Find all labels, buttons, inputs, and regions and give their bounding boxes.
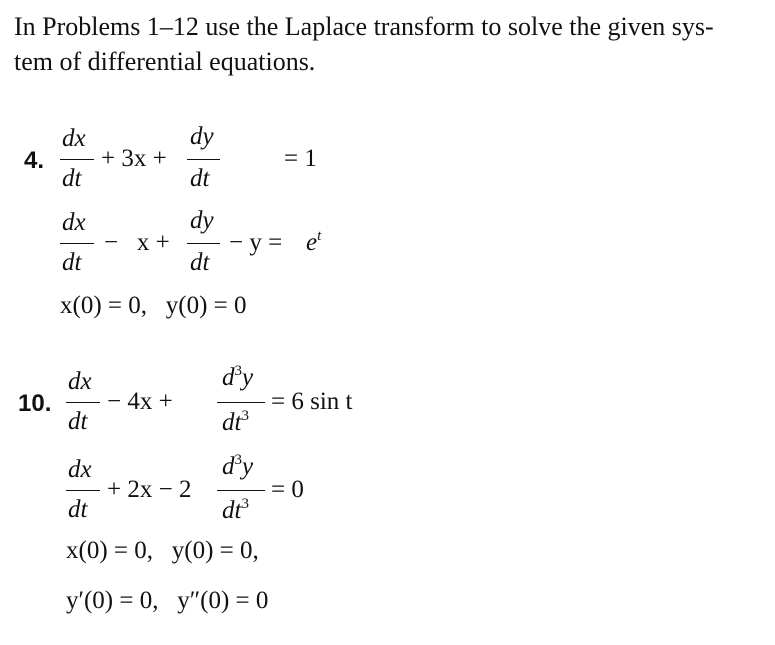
fraction-numerator: dx [62,209,86,236]
equation-tail-terms: − y = [229,229,283,256]
fraction-denominator: dt [68,408,88,435]
equation-middle-terms: − 4x + [107,388,173,415]
fraction-bar [217,402,265,403]
initial-conditions-line-2: y′(0) = 0, y″(0) = 0 [66,587,269,614]
numerator-variable: y [242,453,254,480]
equation-rhs: = 1 [284,145,317,172]
fraction-denominator: dt [68,496,88,523]
rhs-base: e [306,229,318,256]
fraction-bar [66,490,100,491]
fraction-numerator: dy [190,123,214,150]
fraction-denominator: dt [190,165,210,192]
fraction-numerator: dy [190,207,214,234]
fraction-denominator [222,496,249,526]
denominator-exponent: 3 [241,496,249,512]
initial-conditions: x(0) = 0, y(0) = 0 [60,292,247,319]
equation-rhs: = 6 sin t [271,388,353,415]
equation-rhs [306,228,321,258]
denominator-dt: dt [222,409,242,436]
instructions-line-1: In Problems 1–12 use the Laplace transform to solve the given sys- [14,12,714,41]
numerator-d: d [222,364,235,391]
fraction-bar [217,490,265,491]
equation-middle-terms: − x + [104,229,170,256]
fraction-bar [60,159,94,160]
fraction-numerator: dx [68,456,92,483]
fraction-numerator [222,363,253,393]
fraction-numerator: dx [62,125,86,152]
equation-middle-terms: + 3x + [101,145,167,172]
fraction-numerator [222,452,253,482]
instructions-line-2: tem of differential equations. [14,47,316,76]
fraction-bar [60,243,94,244]
equation-middle-terms: + 2x − 2 [107,476,192,503]
initial-conditions-line-1: x(0) = 0, y(0) = 0, [66,537,259,564]
fraction-denominator [222,408,249,438]
fraction-denominator: dt [62,249,82,276]
fraction-denominator: dt [190,249,210,276]
problem-instructions [14,9,764,79]
fraction-numerator: dx [68,368,92,395]
fraction-bar [187,243,220,244]
fraction-bar [66,402,100,403]
denominator-exponent: 3 [241,408,249,424]
problem-number: 10. [18,390,52,417]
fraction-bar [187,159,220,160]
problem-number: 4. [24,147,45,174]
numerator-exponent: 3 [234,363,242,379]
fraction-denominator: dt [62,165,82,192]
numerator-exponent: 3 [234,452,242,468]
numerator-d: d [222,453,235,480]
rhs-exponent: t [317,228,322,244]
denominator-dt: dt [222,497,242,524]
equation-rhs: = 0 [271,476,304,503]
numerator-variable: y [242,364,254,391]
